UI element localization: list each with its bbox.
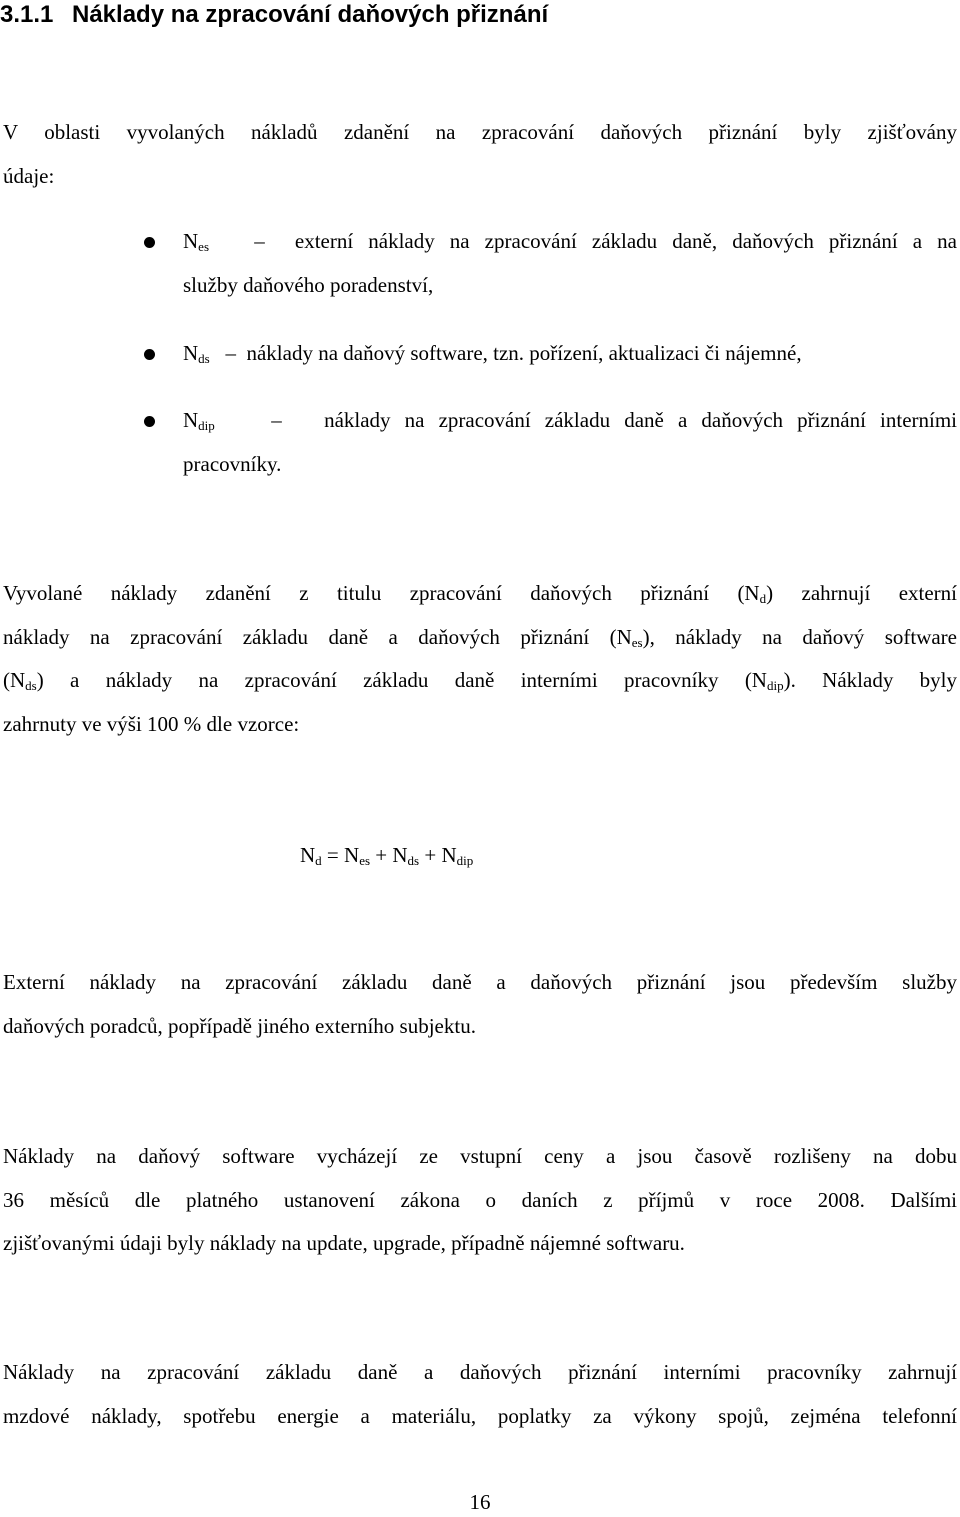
section-number: 3.1.1 <box>0 1 54 28</box>
paragraph-danovy-software: Náklady na daňový software vycházejí ze vstupní ceny a jsou časově rozlišeny na dobu 36 měsíců dle platného ustanovení zákona o daních z příjmů v roce 2008. Dalšími zjišťovanými údaji byly náklady na update, upgrade, případně nájemné softwaru. <box>3 1144 957 1255</box>
intro-paragraph <box>3 111 957 198</box>
page-number: 16 <box>469 1490 491 1514</box>
bullet-icon <box>144 237 155 248</box>
list-item-text: $N_{ds}$ – náklady na daňový software, tzn. pořízení, aktualizaci či nájemné, <box>183 341 802 366</box>
intro-line-1: V oblasti vyvolaných nákladů zdanění na zpracování daňových přiznání byly zjišťovány <box>3 120 957 144</box>
section-title: Náklady na zpracování daňových přiznání <box>72 1 549 28</box>
paragraph-interni-pracovnici: Náklady na zpracování základu daně a daňových přiznání interními pracovníky zahrnují mzdové náklady, spotřebu energie a materiálu, poplatky za výkony spojů, zejména telefonní <box>3 1360 957 1428</box>
list-item-text: $N_{es}$ – externí náklady na zpracování základu daně, daňových přiznání a na služby daňového poradenství, <box>183 229 957 297</box>
section-heading <box>0 0 548 32</box>
bullet-icon <box>144 349 155 360</box>
formula: $N_d = N_{es} + N_{ds} + N_{dip}$ <box>300 843 474 868</box>
paragraph-externi-naklady: Externí náklady na zpracování základu daně a daňových přiznání jsou především služby daňových poradců, popřípadě jiného externího subjektu. <box>3 970 957 1038</box>
list-item-text: $N_{dip}$ – náklady na zpracování základu daně a daňových přiznání interními pracovníky. <box>183 408 958 476</box>
intro-line-2: údaje: <box>3 163 55 188</box>
bullet-icon <box>144 416 155 427</box>
paragraph-vyvolane-naklady: Vyvolané náklady zdanění z titulu zpracování daňových přiznání $(N_d)$ zahrnují externí náklady na zpracování základu daně a daňových přiznání $(N_{es})$, náklady na daňový software $(N_{ds})$ a náklady na zpracování základu daně interními pracovníky $(N_{dip})$. Náklady byly zahrnuty ve výši 100 % dle vzorce: <box>3 581 957 736</box>
